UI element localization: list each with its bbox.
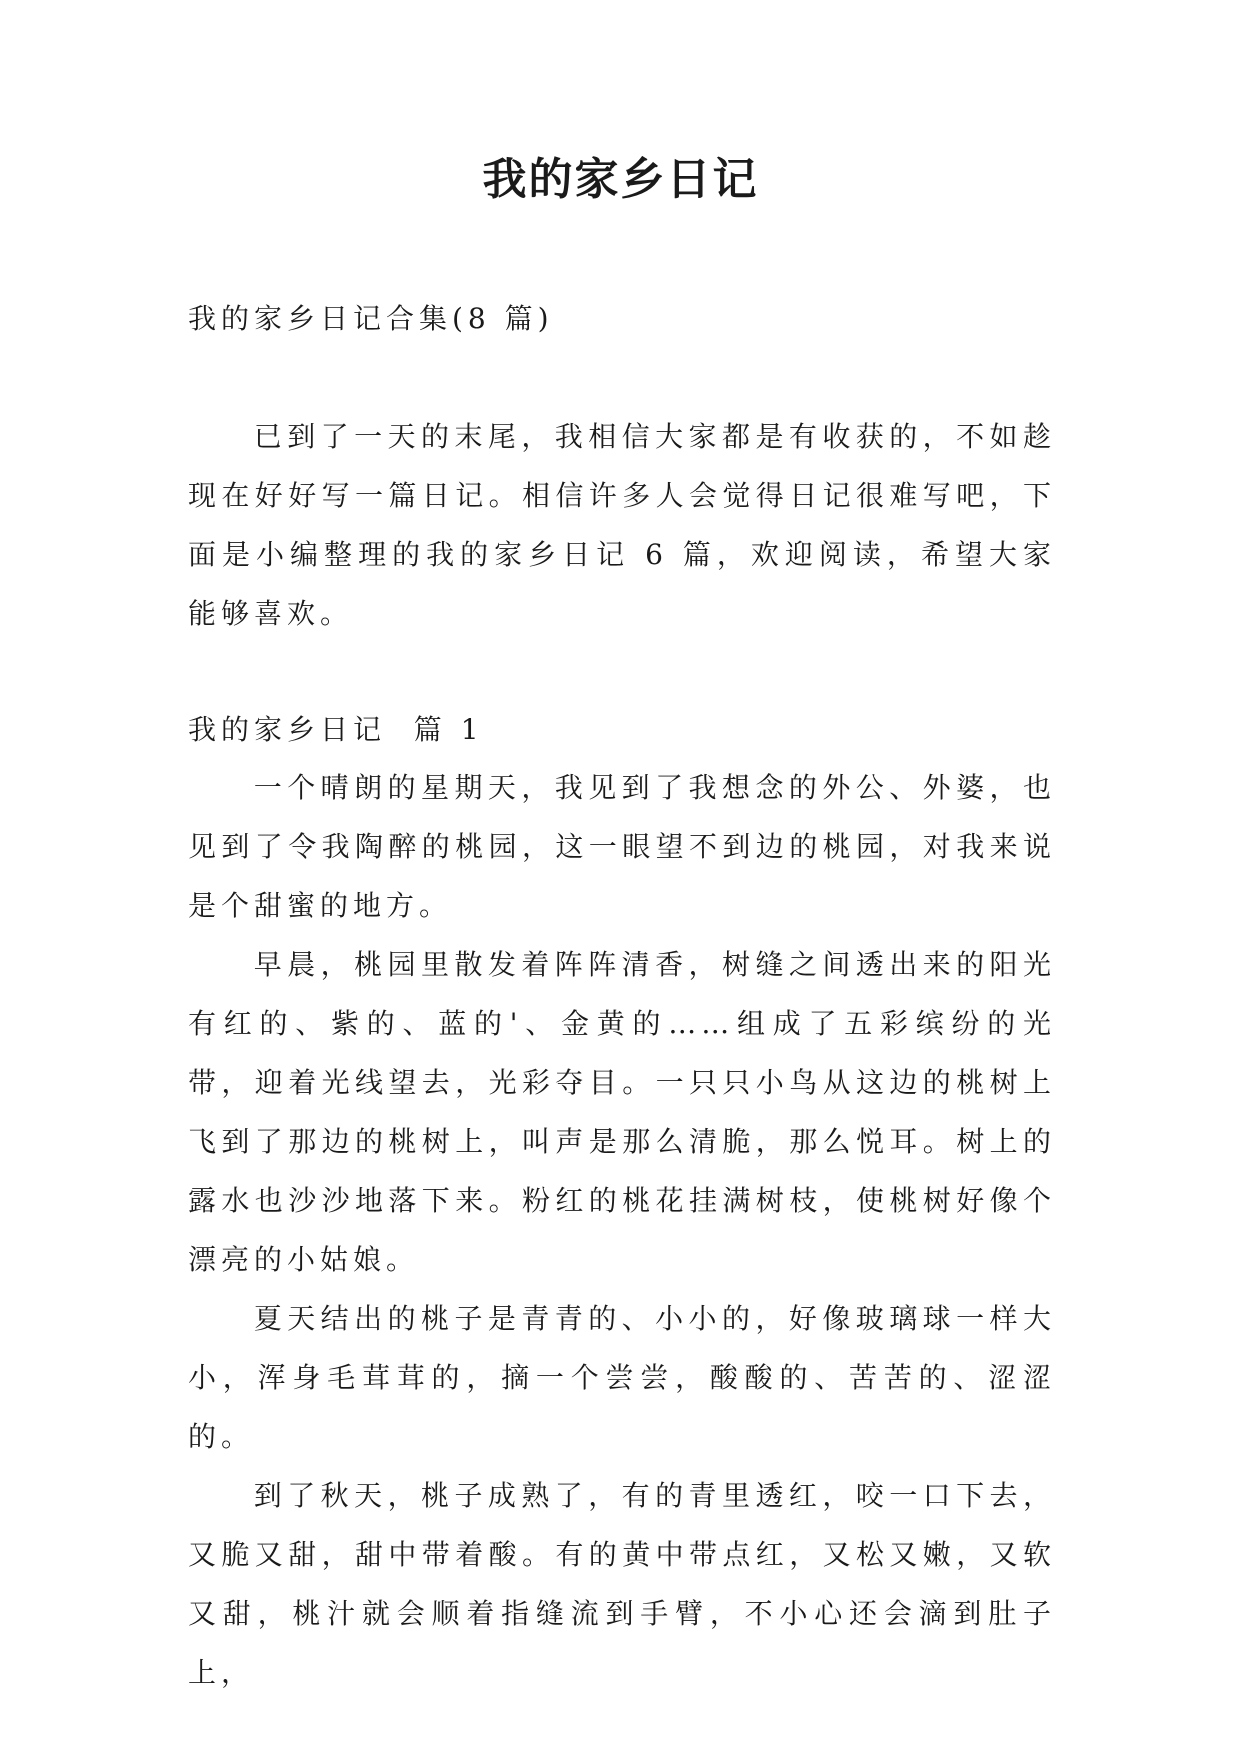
document-title: 我的家乡日记 — [482, 154, 759, 205]
section-paragraph: 夏天结出的桃子是青青的、小小的，好像玻璃球一样大小，浑身毛茸茸的，摘一个尝尝，酸酸的、苦苦的、涩涩的。 — [188, 1302, 1056, 1453]
section-paragraph: 早晨，桃园里散发着阵阵清香，树缝之间透出来的阳光有红的、紫的、蓝的'、金黄的……组成了五彩缤纷的光带，迎着光线望去，光彩夺目。一只只小鸟从这边的桃树上飞到了那边的桃树上，叫声是那么清脆，那么悦耳。树上的露水也沙沙地落下来。粉红的桃花挂满树枝，使桃树好像个漂亮的小姑娘。 — [188, 948, 1056, 1276]
section-paragraph: 一个晴朗的星期天，我见到了我想念的外公、外婆，也见到了令我陶醉的桃园，这一眼望不到边的桃园，对我来说是个甜蜜的地方。 — [188, 771, 1056, 922]
intro-text: 已到了一天的末尾，我相信大家都是有收获的，不如趁现在好好写一篇日记。相信许多人会觉得日记很难写吧，下面是小编整理的我的家乡日记 6 篇，欢迎阅读，希望大家能够喜欢。 — [188, 420, 1056, 630]
section-heading: 我的家乡日记 篇 1 — [188, 713, 484, 746]
section-paragraph: 到了秋天，桃子成熟了，有的青里透红，咬一口下去，又脆又甜，甜中带着酸。有的黄中带点红，又松又嫩，又软又甜，桃汁就会顺着指缝流到手臂，不小心还会滴到肚子上， — [188, 1479, 1056, 1689]
document-subtitle: 我的家乡日记合集(8 篇) — [188, 302, 554, 335]
section-body — [188, 758, 1056, 1702]
intro-paragraph — [188, 407, 1056, 643]
